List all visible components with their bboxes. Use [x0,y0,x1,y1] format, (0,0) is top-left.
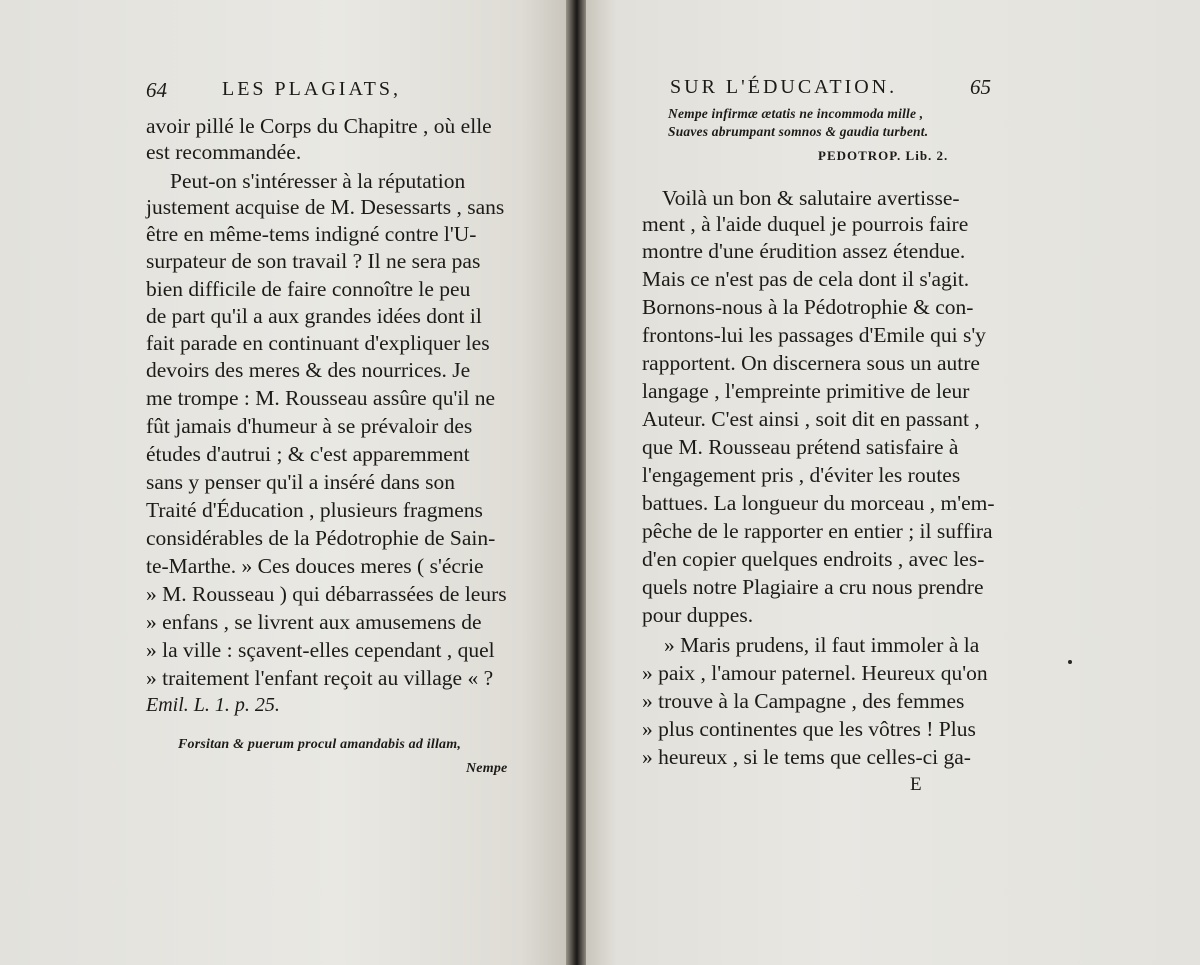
text-line: est recommandée. [146,140,302,164]
right-verse-line: Suaves abrumpant somnos & gaudia turbent. [668,124,929,139]
text-line: surpateur de son travail ? Il ne sera pas [146,249,481,273]
book-gutter [566,0,586,965]
text-line: te-Marthe. » Ces douces meres ( s'écrie [146,554,484,578]
paper-speck [1068,660,1072,664]
text-line: devoirs des meres & des nourrices. Je [146,358,471,382]
text-line: » enfans , se livrent aux amusemens de [146,610,482,634]
left-folio: 64 [146,78,167,102]
text-line: » la ville : sçavent-elles cependant , quel [146,638,495,662]
text-line: fait parade en continuant d'expliquer les [146,331,490,355]
text-line: quels notre Plagiaire a cru nous prendre [642,575,984,599]
text-line: Auteur. C'est ainsi , soit dit en passant , [642,407,980,431]
text-line: d'en copier quelques endroits , avec les- [642,547,985,571]
text-line: fût jamais d'humeur à se prévaloir des [146,414,473,438]
text-line: justement acquise de M. Desessarts , sans [146,195,505,219]
left-running-head: LES PLAGIATS, [222,78,402,100]
right-page [586,0,1200,965]
text-line: être en même-tems indigné contre l'U- [146,222,477,246]
right-folio: 65 [970,75,991,99]
text-line: rapportent. On discernera sous un autre [642,351,980,375]
text-line: » heureux , si le tems que celles-ci ga- [642,745,971,769]
text-line: études d'autrui ; & c'est apparemment [146,442,470,466]
right-running-head: SUR L'ÉDUCATION. [670,76,898,98]
text-line: » Maris prudens, il faut immoler à la [664,633,980,657]
text-line: de part qu'il a aux grandes idées dont il [146,304,482,328]
text-line: pêche de le rapporter en entier ; il suffira [642,519,993,543]
text-line: » trouve à la Campagne , des femmes [642,689,965,713]
left-catchword: Nempe [466,761,508,776]
text-line: avoir pillé le Corps du Chapitre , où elle [146,114,492,138]
text-line: frontons-lui les passages d'Emile qui s'y [642,323,986,347]
text-line: me trompe : M. Rousseau assûre qu'il ne [146,386,496,410]
text-line: battues. La longueur du morceau , m'em- [642,491,995,515]
text-line: Mais ce n'est pas de cela dont il s'agit. [642,267,970,291]
text-line: » paix , l'amour paternel. Heureux qu'on [642,661,988,685]
left-verse: Forsitan & puerum procul amandabis ad illam, [178,737,462,752]
text-line: considérables de la Pédotrophie de Sain- [146,526,496,550]
text-line: que M. Rousseau prétend satisfaire à [642,435,959,459]
left-citation: Emil. L. 1. p. 25. [146,694,280,716]
text-line: Voilà un bon & salutaire avertisse- [662,186,960,210]
text-line: Peut-on s'intéresser à la réputation [170,169,466,193]
signature-mark: E [910,774,922,795]
text-line: Traité d'Éducation , plusieurs fragmens [146,498,483,522]
text-line: » plus continentes que les vôtres ! Plus [642,717,976,741]
text-line: » M. Rousseau ) qui débarrassées de leurs [146,582,507,606]
text-line: » traitement l'enfant reçoit au village « ? [146,666,494,690]
right-verse-line: Nempe infirmæ ætatis ne incommoda mille , [668,106,924,121]
text-line: bien difficile de faire connoître le peu [146,277,471,301]
text-line: ment , à l'aide duquel je pourrois faire [642,212,969,236]
text-line: Bornons-nous à la Pédotrophie & con- [642,295,974,319]
text-line: pour duppes. [642,603,754,627]
right-source: PEDOTROP. Lib. 2. [818,148,949,163]
text-line: sans y penser qu'il a inséré dans son [146,470,455,494]
text-line: montre d'une érudition assez étendue. [642,239,966,263]
text-line: langage , l'empreinte primitive de leur [642,379,970,403]
text-line: l'engagement pris , d'éviter les routes [642,463,961,487]
left-page [0,0,566,965]
